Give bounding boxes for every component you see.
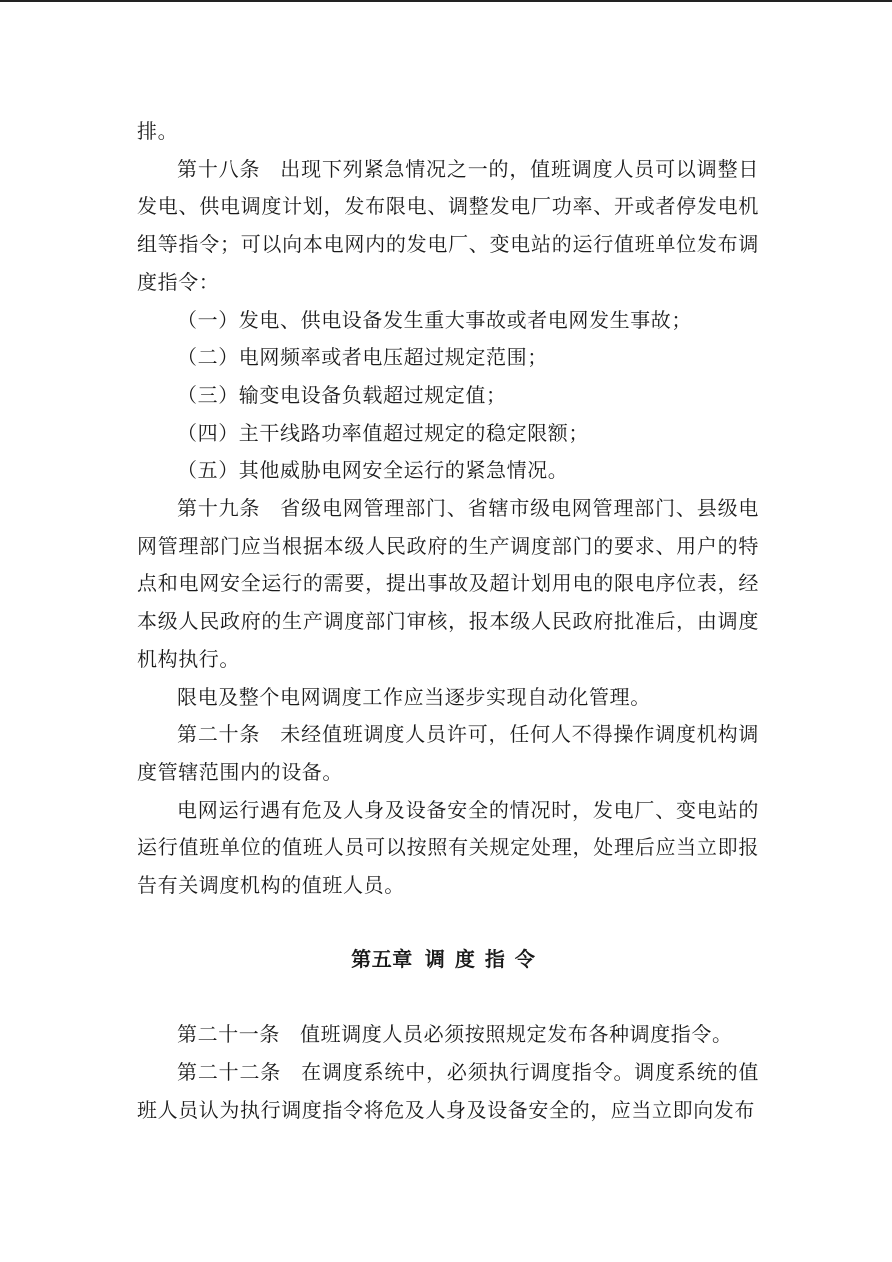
article-19-number: 第十九条 [177, 496, 261, 521]
continued-paragraph: 排。 [137, 119, 179, 143]
article-19-paragraph-2: 限电及整个电网调度工作应当逐步实现自动化管理。 [177, 684, 651, 709]
article-22 [137, 1054, 759, 1129]
article-18-item-2: （二）电网频率或者电压超过规定范围； [177, 345, 548, 370]
article-20 [137, 716, 759, 791]
article-19-text: 省级电网管理部门、省辖市级电网管理部门、县级电网管理部门应当根据本级人民政府的生产调度部门的要求、用户的特点和电网安全运行的需要，提出事故及超计划用电的限电序位表，经本级人民政府的生产调度部门审核，报本级人民政府批准后，由调度机构执行。 [137, 496, 759, 671]
article-22-text: 在调度系统中，必须执行调度指令。调度系统的值班人员认为执行调度指令将危及人身及设备安全的，应当立即向发布 [137, 1060, 760, 1122]
article-18-text: 出现下列紧急情况之一的，值班调度人员可以调整日发电、供电调度计划，发布限电、调整发电厂功率、开或者停发电机组等指令；可以向本电网内的发电厂、变电站的运行值班单位发布调度指令： [137, 156, 759, 294]
article-20-text: 未经值班调度人员许可，任何人不得操作调度机构调度管辖范围内的设备。 [137, 722, 759, 784]
article-18 [137, 151, 759, 302]
document-body [137, 113, 759, 1130]
chapter-title: 调度指令 [424, 946, 545, 971]
article-21-number: 第二十一条 [177, 1022, 280, 1047]
article-18-item-3: （三）输变电设备负载超过规定值； [177, 382, 507, 407]
chapter-number: 第五章 [351, 946, 413, 971]
article-22-number: 第二十二条 [177, 1060, 282, 1085]
article-18-item-5: （五）其他威胁电网安全运行的紧急情况。 [177, 458, 569, 483]
article-21 [137, 1016, 759, 1054]
article-21-text: 值班调度人员必须按照规定发布各种调度指令。 [300, 1022, 733, 1047]
page-top-border [0, 0, 892, 2]
chapter-heading [137, 941, 759, 979]
article-18-item-1: （一）发电、供电设备发生重大事故或者电网发生事故； [177, 307, 692, 332]
article-20-number: 第二十条 [177, 722, 261, 747]
article-18-number: 第十八条 [177, 156, 261, 181]
article-18-item-4: （四）主干线路功率值超过规定的稳定限额； [177, 420, 589, 445]
article-20-paragraph-2: 电网运行遇有危及人身及设备安全的情况时，发电厂、变电站的运行值班单位的值班人员可以按照有关规定处理，处理后应当立即报告有关调度机构的值班人员。 [137, 797, 759, 898]
article-19 [137, 490, 759, 679]
